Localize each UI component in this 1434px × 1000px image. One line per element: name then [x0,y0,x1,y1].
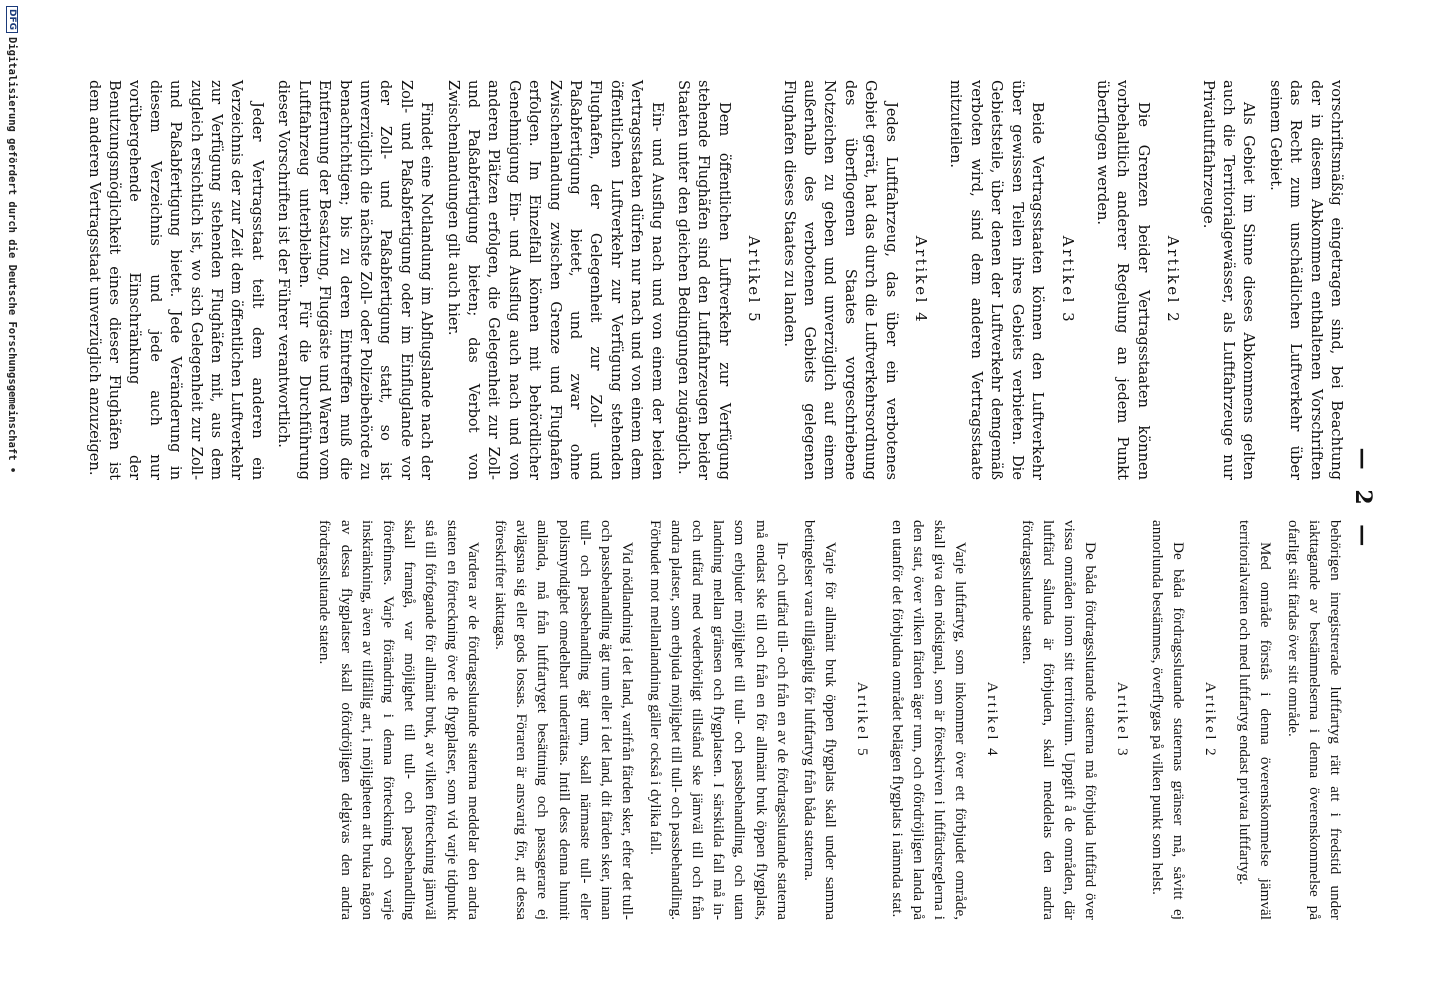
german-article-5-paragraph-4: Jeder Vertragsstaat teilt dem anderen ein Verzeichnis der zur Zeit dem öffentlichen Luftverkehr zur Verfügung stehenden Flughäfen mit, aus dem zugleich ersichtlich ist, wo sich Gelegenheit zur Zoll- und Paßabfertigung bietet. Jede Veränderung in diesem Verzeichnis und jede auch nur vorübergehende Einschränkung der Benutzungsmöglichkeit eines dieser Flughäfen ist dem anderen Vertragsstaat unverzüglich anzuzeigen. [85,80,266,480]
swedish-article-5-paragraph-1: Varje för allmänt bruk öppen flygplats skall under samma betingelser vara tillgänglig för luftfartyg från båda staterna. [800,520,840,920]
swedish-intro-paragraph-2: Med område förstås i denna överenskommelse jämväl territorialvatten och med luftfartyg endast privata luftfartyg. [1236,520,1275,920]
swedish-article-5-paragraph-2: In- och utfärd till- och från en av de fördragsslutande staterna må endast ske till och från en för allmänt bruk öppen flygplats, som erbjuder möjlighet till tull- och passbehandling, och utan landning mellan gränsen och flygplatsen. I särskilda fall må in- och utfärd med vederbörligt tillstånd ske jämväl till och från andra platser, som erbjuda möjlighet till tull- och passbehandling. Förbudet mot mellanlandning gäller också i dylika fall. [646,520,791,920]
digitization-credit [6,0,18,1000]
german-article-2-paragraph: Die Grenzen beider Vertragsstaaten können vorbehaltlich anderer Regelung an jedem Punkt überflogen werden. [1093,80,1152,480]
german-article-5-paragraph-1: Dem öffentlichen Luftverkehr zur Verfügung stehende Flughäfen sind den Luftfahrzeugen beider Staaten unter den gleichen Bedingungen zugänglich. [675,80,733,480]
swedish-article-5-heading: Artikel 5 [854,681,871,759]
dfg-logo: DFG [6,6,18,33]
german-article-5-paragraph-2: Ein- und Ausflug nach und von einem der beiden Vertragsstaaten dürfen nur nach und von einem dem öffentlichen Luftverkehr zur Verfügung stehenden Flughafen, der Gelegenheit zur Zoll- und Paßabfertigung bietet, und zwar ohne Zwischenlandung zwischen Grenze und Flughafen erfolgen. Im Einzelfall können mit behördlicher Genehmigung Ein- und Ausflug auch nach und von anderen Plätzen erfolgen, die Gelegenheit zur Zoll- und Paßabfertigung bieten; das Verbot von Zwischenlandungen gilt auch hier. [444,80,666,480]
digitization-credit-text: Digitalisierung gefördert durch die Deutsche Forschungsgemeinschaft • [6,37,18,474]
german-article-4-paragraph: Jedes Luftfahrzeug, das über ein verbotenes Gebiet gerät, hat das durch die Luftverkehrsordnung des überflogenen Staates vorgeschriebene Notzeichen zu geben und unverzüglich auf einem außerhalb des verbotenen Gebiets gelegenen Flughafen dieses Staates zu landen. [780,80,900,480]
german-column [77,80,1346,480]
german-intro-paragraph-2: Als Gebiet im Sinne dieses Abkommens gelten auch die Territorialgewässer, als Luftfahrzeuge nur Privatluftfahrzeuge. [1199,80,1258,480]
german-intro-paragraph: vorschriftsmäßig eingetragen sind, bei Beachtung der in diesem Abkommen enthaltenen Vorschriften das Recht zum unschädlichen Luftverkehr über seinem Gebiet. [1266,80,1345,480]
swedish-article-4-paragraph: Varje luftfartyg, som inkommer över ett förbjudet område, skall giva den nödsignal, som är föreskriven i luftfärdsreglerna i den stat, över vilken färden äger rum, och ofördröjligen landa på en utanför det förbjudna området belägen flygplats i nämnda stat. [888,520,970,920]
swedish-article-2-paragraph: De båda fördragsslutande staternas gränser må, såvitt ej annorlunda bestämmes, överflygas på vilken punkt som helst. [1148,520,1187,920]
swedish-article-5-paragraph-4: Vardera av de fördragsslutande staterna meddelar den andra staten en förteckning över de flygplatser, som vid varje tidpunkt stå till förfogande för allmänt bruk, av vilken förteckning jämväl skall framgå, var möjlighet till tull- och passbehandling förefinnes. Varje förändring i denna förteckning och varje inskränkning, även av tillfällig art, i möjligheten att bruka någon av dessa flygplatser skall ofördröjligen delgivas den andra fördragsslutande staten. [316,520,482,920]
swedish-article-3-paragraph: De båda fördragsslutande staterna må förbjuda luftfärd över vissa områden inom sitt territorium. Uppgift å de områden, där luftfärd sålunda är förbjuden, skall meddelas den andra fördragsslutande staten. [1018,520,1100,920]
german-article-5-paragraph-3: Findet eine Notlandung im Abflugslande nach der Zoll- und Paßabfertigung oder im Einfluglande vor der Zoll- und Paßabfertigung statt, so ist unverzüglich die nächste Zoll- oder Polizeibehörde zu benachrichtigen; bis zu deren Eintreffen muß die Entfernung der Besatzung, Fluggäste und Waren vom Luftfahrzeug unterbleiben. Für die Durchführung dieser Vorschriften ist der Führer verantwortlich. [275,80,436,480]
swedish-column [308,520,1346,920]
german-article-3-paragraph: Beide Vertragsstaaten können den Luftverkehr über gewissen Teilen ihres Gebiets verbieten. Die Gebietsteile, über denen der Luftverkehr demgemäß verboten wird, sind dem anderen Vertragsstaate mitzuteilen. [947,80,1047,480]
swedish-article-3-heading: Artikel 3 [1114,681,1131,759]
page-number: — 2 — [1350,447,1376,553]
german-article-2-heading: Artikel 2 [1164,235,1183,325]
german-article-3-heading: Artikel 3 [1058,235,1077,325]
swedish-article-4-heading: Artikel 4 [984,681,1001,759]
swedish-article-5-paragraph-3: Vid nödlandning i det land, varifrån färden sker, efter det tull- och passbehandling ägt rum eller i det land, dit färden sker, innan tull- och passbehandling ägt rum, skall närmaste tull- eller polismyndighet omedelbart underrättas. Intill dess denna hunnit anlända, må från luftfartyget besättning och passagerare ej avlägsna sig eller gods lossas. Föraren är ansvarig för, att dessa föreskrifter iakttagas. [492,520,637,920]
swedish-article-2-heading: Artikel 2 [1201,681,1218,759]
german-article-5-heading: Artikel 5 [745,235,764,325]
german-article-4-heading: Artikel 4 [912,235,931,325]
swedish-intro-paragraph: behörigen inregistrerade luftfartyg rätt att i fredstid under iakttagande av bestämmelserna i denna överenskommelse på ofarligt sätt färdas över sitt område. [1284,520,1344,920]
